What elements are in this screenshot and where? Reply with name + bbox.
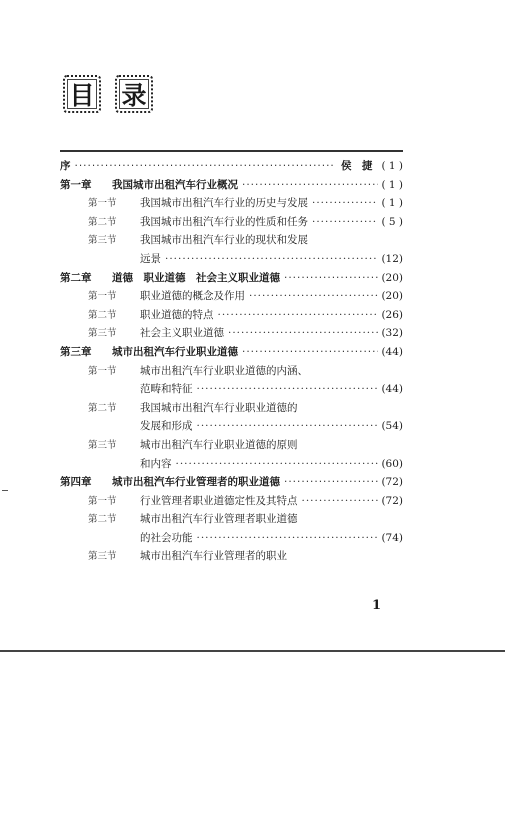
toc-row-continuation[interactable] — [60, 418, 403, 437]
chapter-title: 我国城市出租汽车行业概况 — [112, 178, 238, 191]
section-number: 第二节 — [88, 514, 117, 526]
page-number: 1 — [372, 598, 382, 613]
chapter-number: 第四章 — [60, 476, 92, 489]
leader-dots — [75, 160, 335, 172]
toc-row-section[interactable] — [60, 325, 403, 344]
toc-row-chapter[interactable] — [60, 344, 403, 363]
leader-dots — [312, 216, 378, 228]
section-number: 第三节 — [88, 439, 117, 451]
chapter-number: 第一章 — [60, 178, 92, 191]
toc-row-section[interactable] — [60, 400, 403, 419]
leader-dots — [284, 476, 378, 488]
leader-dots — [312, 197, 378, 209]
toc-row-section[interactable] — [60, 437, 403, 456]
section-number: 第一节 — [88, 365, 117, 377]
toc-row-chapter[interactable] — [60, 270, 403, 289]
page-ref: (32) — [381, 327, 403, 340]
toc-row-section[interactable] — [60, 493, 403, 512]
section-number: 第一节 — [88, 198, 117, 210]
toc-row-continuation[interactable] — [60, 530, 403, 549]
toc-row-continuation[interactable] — [60, 456, 403, 475]
page-ref: ( 1 ) — [381, 197, 403, 210]
section-title: 城市出租汽车行业职业道德的内涵、 — [140, 364, 308, 377]
section-title: 我国城市出租汽车行业的历史与发展 — [140, 197, 308, 210]
toc-row-section[interactable] — [60, 307, 403, 326]
toc-row-section[interactable] — [60, 511, 403, 530]
top-rule — [60, 150, 403, 152]
section-number: 第一节 — [88, 495, 117, 507]
preface-label: 序 — [60, 160, 71, 172]
toc-row-chapter[interactable] — [60, 474, 403, 493]
section-title: 我国城市出租汽车行业的性质和任务 — [140, 215, 308, 228]
section-title: 城市出租汽车行业管理者的职业 — [140, 550, 287, 563]
section-number: 第一节 — [88, 291, 117, 303]
table-of-contents — [60, 158, 403, 567]
page-ref: (60) — [381, 457, 403, 470]
section-title-continued: 的社会功能 — [140, 531, 193, 544]
leader-dots — [197, 420, 379, 432]
section-title: 职业道德的概念及作用 — [140, 290, 245, 303]
chapter-title: 道德 职业道德 社会主义职业道德 — [112, 271, 280, 284]
leader-dots — [249, 290, 378, 302]
leader-dots — [197, 383, 379, 395]
leader-dots — [165, 253, 378, 265]
leader-dots — [302, 495, 379, 507]
chapter-number: 第三章 — [60, 345, 92, 358]
toc-heading — [63, 75, 153, 113]
leader-dots — [197, 532, 379, 544]
toc-row-section[interactable] — [60, 214, 403, 233]
preface-author: 侯 捷 — [340, 160, 373, 172]
section-number: 第三节 — [88, 328, 117, 340]
page-ref: ( 1 ) — [381, 160, 403, 172]
leader-dots — [284, 272, 378, 284]
toc-row-section[interactable] — [60, 232, 403, 251]
section-title-continued: 范畴和特征 — [140, 383, 193, 396]
page-ref: (54) — [381, 420, 403, 433]
toc-row-preface[interactable] — [60, 158, 403, 177]
section-title-continued: 和内容 — [140, 457, 172, 470]
leader-dots — [218, 309, 379, 321]
section-title: 城市出租汽车行业职业道德的原则 — [140, 438, 298, 451]
leader-dots — [176, 458, 379, 470]
margin-mark — [2, 490, 8, 491]
leader-dots — [242, 346, 378, 358]
leader-dots — [228, 327, 378, 339]
page-ref: (44) — [381, 383, 403, 396]
page-ref: (44) — [381, 345, 403, 358]
page-ref: (20) — [381, 290, 403, 303]
page-ref: ( 1 ) — [381, 178, 403, 191]
section-title: 行业管理者职业道德定性及其特点 — [140, 494, 298, 507]
toc-row-continuation[interactable] — [60, 251, 403, 270]
section-title: 职业道德的特点 — [140, 308, 214, 321]
section-number: 第二节 — [88, 309, 117, 321]
chapter-title: 城市出租汽车行业管理者的职业道德 — [112, 476, 280, 489]
page-ref: ( 5 ) — [381, 215, 403, 228]
heading-char-lu: 录 — [115, 75, 153, 113]
section-title-continued: 发展和形成 — [140, 420, 193, 433]
section-title: 我国城市出租汽车行业职业道德的 — [140, 401, 298, 414]
page-ref: (20) — [381, 271, 403, 284]
page-ref: (74) — [381, 531, 403, 544]
toc-row-section[interactable] — [60, 363, 403, 382]
section-number: 第三节 — [88, 551, 117, 563]
toc-row-chapter[interactable] — [60, 177, 403, 196]
toc-row-continuation[interactable] — [60, 381, 403, 400]
section-number: 第三节 — [88, 235, 117, 247]
section-title: 我国城市出租汽车行业的现状和发展 — [140, 234, 308, 247]
toc-row-section[interactable] — [60, 548, 403, 567]
toc-row-section[interactable] — [60, 195, 403, 214]
heading-char-mu: 目 — [63, 75, 101, 113]
leader-dots — [242, 179, 378, 191]
toc-row-section[interactable] — [60, 288, 403, 307]
page-ref: (72) — [381, 494, 403, 507]
section-number: 第二节 — [88, 402, 117, 414]
chapter-title: 城市出租汽车行业职业道德 — [112, 345, 238, 358]
section-title: 社会主义职业道德 — [140, 327, 224, 340]
section-number: 第二节 — [88, 216, 117, 228]
bottom-rule — [0, 650, 505, 652]
page-ref: (12) — [381, 252, 403, 265]
section-title-continued: 远景 — [140, 252, 161, 265]
section-title: 城市出租汽车行业管理者职业道德 — [140, 513, 298, 526]
chapter-number: 第二章 — [60, 271, 92, 284]
page-ref: (72) — [381, 476, 403, 489]
page-ref: (26) — [381, 308, 403, 321]
